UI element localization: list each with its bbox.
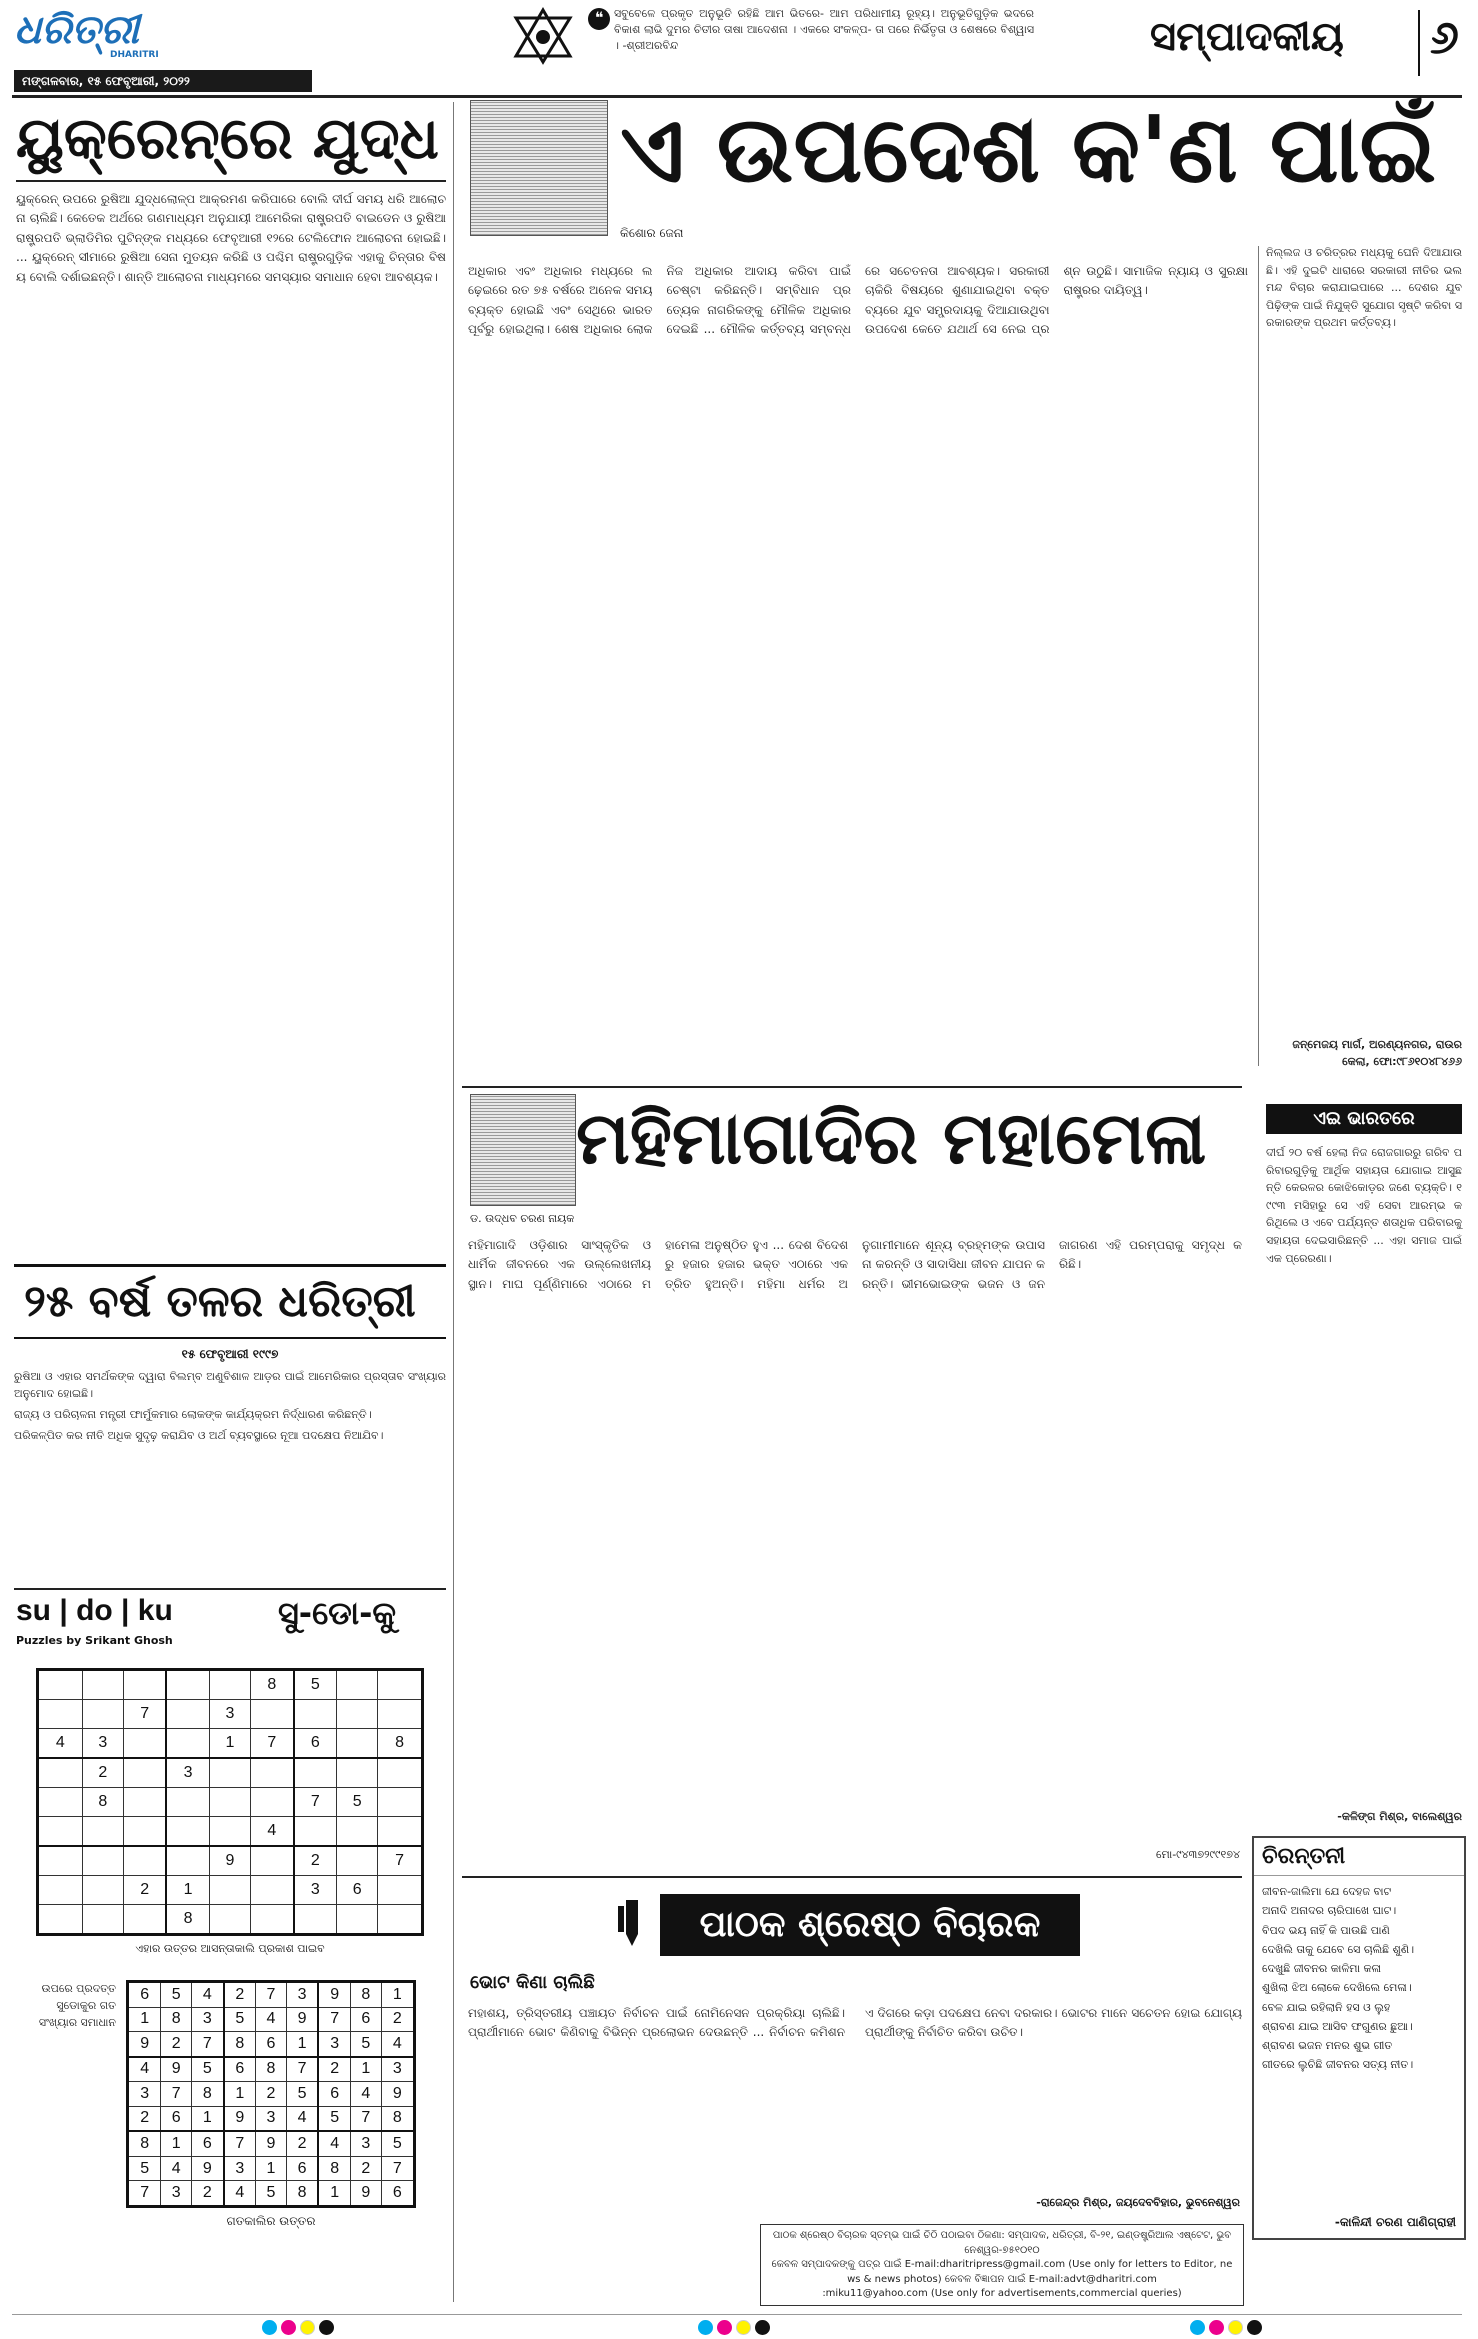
sudoku-cell: 1 <box>286 2032 318 2057</box>
sudoku-cell <box>337 1846 378 1876</box>
sudoku-cell <box>38 1875 83 1904</box>
sudoku-cell: 8 <box>224 2032 256 2057</box>
sudoku-cell <box>337 1904 378 1934</box>
sudoku-row <box>38 1788 423 1817</box>
archive-item: ରାଜ୍ୟ ଓ ପରିଚାଳନା ମନ୍ତ୍ରୀ ଫାର୍ମୁକମାର ଲୋକଙ୍କ କାର୍ଯ୍ୟକ୍ରମ ନିର୍ଦ୍ଧାରଣ କରିଛନ୍ତି। <box>14 1408 372 1422</box>
sudoku-cell <box>337 1670 378 1700</box>
sudoku-cell: 7 <box>318 2007 350 2031</box>
sudoku-cell <box>378 1758 423 1788</box>
sudoku-puzzle-grid <box>36 1668 424 1936</box>
poem-box <box>1252 1836 1466 2240</box>
editorial-title-rule <box>16 180 446 182</box>
sudoku-cell <box>251 1875 294 1904</box>
right-column-signature: ଜନ୍ମେଜୟ ମାର୍ଗ, ଅରଣ୍ୟନଗର, ରାଉରକେଲା, ଫୋ:୯୮୬୧୦୪୮୪୬୬ <box>1292 1038 1462 1069</box>
sudoku-cell: 7 <box>123 1700 166 1729</box>
sudoku-cell: 9 <box>224 2106 256 2131</box>
star-emblem-icon <box>508 6 578 66</box>
sudoku-cell <box>209 1904 250 1934</box>
sudoku-cell <box>337 1758 378 1788</box>
sudoku-row <box>128 2082 415 2106</box>
sudoku-cell: 2 <box>128 2106 161 2131</box>
black-dot-icon <box>319 2320 334 2335</box>
poem-title: ଚିରନ୍ତନୀ <box>1254 1838 1464 1876</box>
sudoku-cell: 8 <box>256 2057 287 2082</box>
sudoku-cell: 9 <box>192 2156 224 2180</box>
second-author-photo <box>470 1094 576 1206</box>
sudoku-cell: 8 <box>381 2106 414 2131</box>
sudoku-title-odia: ସୁ-ଡୋ-କୁ <box>277 1594 397 1632</box>
black-dot-icon <box>755 2320 770 2335</box>
sudoku-cell: 3 <box>82 1729 123 1759</box>
sudoku-cell <box>337 1729 378 1759</box>
logo <box>14 6 254 62</box>
sudoku-cell: 5 <box>224 2007 256 2031</box>
sudoku-cell: 1 <box>318 2181 350 2207</box>
sudoku-cell <box>38 1788 83 1817</box>
sudoku-row <box>38 1758 423 1788</box>
magenta-dot-icon <box>281 2320 296 2335</box>
sudoku-cell <box>82 1816 123 1846</box>
logo-text: ଧରିତ୍ରୀ <box>14 6 139 53</box>
sudoku-cell: 4 <box>256 2007 287 2031</box>
poem-line: ଶ୍ରାବଣ ଭଜନ ମନର ଶୁଭ ଗୀତ <box>1262 2039 1393 2052</box>
sudoku-logo: su | do | ku <box>16 1594 173 1627</box>
footer-line-2: କେବଳ ସମ୍ପାଦକଙ୍କୁ ପତ୍ର ପାଇଁ E-mail:dharitripress@gmail.com (Use only for letters to Editor, news & news photos) କେବଳ ବିଜ୍ଞାପନ ପାଇଁ E-mail:advt@dharitri.com <box>771 2259 1233 2285</box>
sudoku-cell: 9 <box>350 2181 381 2207</box>
second-article-top-rule <box>462 1086 1242 1088</box>
sudoku-cell: 3 <box>318 2032 350 2057</box>
sudoku-cell: 2 <box>350 2156 381 2180</box>
masthead <box>0 0 1476 100</box>
sudoku-cell: 5 <box>381 2131 414 2156</box>
sudoku-cell: 7 <box>286 2057 318 2082</box>
sudoku-cell: 8 <box>350 1982 381 2008</box>
sudoku-cell: 5 <box>192 2057 224 2082</box>
poem-line: ଦେଖିଲି ତାକୁ ଯେବେ ସେ ଚାଲିଛି ଶୁଣି। <box>1262 1942 1415 1956</box>
sudoku-cell: 3 <box>224 2156 256 2180</box>
cyan-dot-icon <box>262 2320 277 2335</box>
sudoku-cell: 6 <box>256 2032 287 2057</box>
sudoku-cell: 3 <box>256 2106 287 2131</box>
sudoku-cell <box>82 1700 123 1729</box>
magenta-dot-icon <box>1209 2320 1224 2335</box>
sudoku-cell: 9 <box>161 2057 192 2082</box>
archive-item: ରୁଷିଆ ଓ ଏହାର ସମର୍ଥକଙ୍କ ଦ୍ୱାରା ବିଲମ୍ବ ଅଣୁବିଶାଳ ଆଡ଼ର ପାଇଁ ଆମେରିକାର ପ୍ରସ୍ତାବ ସଂଖ୍ୟାର ଅନୁମୋଦ ହୋଇଛି। <box>14 1370 450 1401</box>
sudoku-cell: 1 <box>350 2057 381 2082</box>
sudoku-cell: 5 <box>350 2032 381 2057</box>
sudoku-cell <box>378 1700 423 1729</box>
sudoku-cell <box>209 1670 250 1700</box>
masthead-quote: ସବୁବେଳେ ପ୍ରକୃତ ଅନୁଭୂତି ରହିଛି ଆମ ଭିତରେ- ଆମ ପରିଧାମୀୟ ରୂହ୍ୟ। ଅନୁଭୂତିଗୁଡ଼ିକ ଭଦରେ ବିକାଶ ଲାଭି ଦୁମର ଚିତୀର ତାଷା ଆଦେଶନା । ଏକରେ ସଂକଳ୍ପ- ତା ପରେ ନିର୍ଭିତୃତା ଓ ଶେଷରେ ବିଶ୍ୱାସ। -ଶ୍ରୀଅରବିନ୍ଦ <box>614 7 1038 52</box>
sudoku-cell: 4 <box>128 2057 161 2082</box>
cmyk-marks-center <box>698 2320 798 2336</box>
sudoku-row <box>128 1982 415 2008</box>
sudoku-cell: 7 <box>224 2131 256 2156</box>
sudoku-cell: 4 <box>38 1729 83 1759</box>
footer-line-3: :miku11@yahoo.com (Use only for advertisements,commercial queries) <box>822 2288 1182 2299</box>
sudoku-row <box>38 1816 423 1846</box>
sudoku-cell: 1 <box>166 1875 209 1904</box>
sudoku-cell: 3 <box>166 1758 209 1788</box>
sudoku-cell: 6 <box>318 2082 350 2106</box>
second-title: ମହିମାଗାଦିର ମହାମେଳା <box>576 1096 1207 1180</box>
lead-body: ଅଧିକାର ଏବଂ ଅଧିକାର ମଧ୍ୟରେ ଲଢ଼େଇରେ ରତ ୭୫ ବର୍ଷରେ ଅନେକ ସମୟ ବ୍ୟକ୍ତ ହୋଇଛି ଏବଂ ସେଥିରେ ଭାରତ ପୂର୍ବରୁ ହୋଇଥିଲା। ଶେଷ ଅଧିକାର ଲୋକ ନିଜ ଅଧିକାର ଆଦାୟ କରିବା ପାଇଁ ଚେଷ୍ଟା କରିଛନ୍ତି। ସମ୍ବିଧାନ ପ୍ରତ୍ୟେକ ନାଗରିକଙ୍କୁ ମୌଳିକ ଅଧିକାର ଦେଇଛି ... ମୌଳିକ କର୍ତ୍ତବ୍ୟ ସମ୍ବନ୍ଧରେ ସଚେତନତା ଆବଶ୍ୟକ। ସରକାରୀ ଚାକିରି ବିଷୟରେ ଶୁଣାଯାଇଥିବା ବକ୍ତବ୍ୟରେ ଯୁବ ସମ୍ପ୍ରଦାୟକୁ ଦିଆଯାଉଥିବା ଉପଦେଶ କେତେ ଯଥାର୍ଥ ସେ ନେଇ ପ୍ରଶ୍ନ ଉଠୁଛି। ସାମାଜିକ ନ୍ୟାୟ ଓ ସୁରକ୍ଷା ରାଷ୍ଟ୍ରର ଦାୟିତ୍ୱ। <box>468 264 1252 337</box>
sudoku-cell <box>82 1670 123 1700</box>
sudoku-row <box>128 2007 415 2031</box>
sudoku-cell: 7 <box>161 2082 192 2106</box>
sudoku-cell: 2 <box>82 1758 123 1788</box>
section-title: ସମ୍ପାଦକୀୟ <box>1150 14 1344 60</box>
sudoku-cell: 2 <box>161 2032 192 2057</box>
lead-column-divider <box>1258 246 1259 1066</box>
sudoku-cell: 1 <box>161 2131 192 2156</box>
sudoku-cell <box>123 1758 166 1788</box>
sudoku-cell: 9 <box>286 2007 318 2031</box>
archive-title: ୨୫ ବର୍ଷ ତଳର ଧରିତ୍ରୀ <box>14 1264 446 1339</box>
sudoku-cell: 9 <box>128 2032 161 2057</box>
sudoku-cell: 7 <box>294 1788 337 1817</box>
sudoku-cell <box>38 1670 83 1700</box>
sudoku-cell: 5 <box>318 2106 350 2131</box>
sudoku-cell: 7 <box>256 1982 287 2008</box>
sudoku-cell: 6 <box>350 2007 381 2031</box>
sudoku-cell <box>38 1904 83 1934</box>
sudoku-solution-caption: ଗତକାଲିର ଉତ୍ତର <box>226 2214 316 2228</box>
sudoku-cell <box>166 1816 209 1846</box>
sudoku-row <box>38 1700 423 1729</box>
sudoku-cell <box>123 1904 166 1934</box>
reader-letter-signature: -କଳିଙ୍ଗ ମିଶ୍ର, ବାଲେଶ୍ୱର <box>1337 1810 1462 1823</box>
sudoku-cell: 7 <box>192 2032 224 2057</box>
reader-letter-body: ଦୀର୍ଘ ୨୦ ବର୍ଷ ହେଲା ନିଜ ରୋଜଗାରରୁ ଗରିବ ପରିବାରଗୁଡ଼ିକୁ ଆର୍ଥିକ ସହାୟତା ଯୋଗାଇ ଆସୁଛନ୍ତି କେରଳର କୋଝିକୋଡ଼ର ଜଣେ ବ୍ୟକ୍ତି। ୧୯୯୩ ମସିହାରୁ ସେ ଏହି ସେବା ଆରମ୍ଭ କରିଥିଲେ ଓ ଏବେ ପର୍ଯ୍ୟନ୍ତ ଶତାଧିକ ପରିବାରକୁ ସହାୟତା ଦେଇସାରିଛନ୍ତି ... ଏହା ସମାଜ ପାଇଁ ଏକ ପ୍ରେରଣା। <box>1266 1146 1466 1265</box>
sudoku-cell <box>166 1846 209 1876</box>
sudoku-cell: 9 <box>256 2131 287 2156</box>
sudoku-cell: 3 <box>128 2082 161 2106</box>
left-column-divider <box>453 102 454 2302</box>
poem-lines <box>1254 1876 1464 2081</box>
sudoku-cell: 7 <box>251 1729 294 1759</box>
sudoku-cell <box>294 1816 337 1846</box>
sudoku-cell: 1 <box>224 2082 256 2106</box>
sudoku-cell: 1 <box>209 1729 250 1759</box>
sudoku-cell <box>378 1904 423 1934</box>
sudoku-cell: 5 <box>286 2082 318 2106</box>
sudoku-cell: 8 <box>286 2181 318 2207</box>
sudoku-cell: 4 <box>286 2106 318 2131</box>
sudoku-cell: 5 <box>337 1788 378 1817</box>
sudoku-row <box>38 1875 423 1904</box>
sudoku-cell: 8 <box>378 1729 423 1759</box>
sudoku-cell: 2 <box>224 1982 256 2008</box>
sudoku-cell: 2 <box>318 2057 350 2082</box>
sudoku-cell: 7 <box>128 2181 161 2207</box>
sudoku-cell: 8 <box>318 2156 350 2180</box>
sudoku-cell: 5 <box>128 2156 161 2180</box>
footer-box <box>760 2224 1244 2306</box>
sudoku-cell: 5 <box>294 1670 337 1700</box>
sudoku-cell <box>209 1875 250 1904</box>
sudoku-cell: 8 <box>251 1670 294 1700</box>
pen-icon <box>612 1896 652 1950</box>
sudoku-cell: 6 <box>337 1875 378 1904</box>
sudoku-cell: 7 <box>378 1846 423 1876</box>
sudoku-cell <box>38 1816 83 1846</box>
sudoku-cell: 3 <box>161 2181 192 2207</box>
author-photo <box>470 100 608 236</box>
sudoku-cell <box>251 1788 294 1817</box>
sudoku-row <box>38 1846 423 1876</box>
sudoku-cell: 3 <box>294 1875 337 1904</box>
sudoku-cell: 6 <box>161 2106 192 2131</box>
poem-line: ଶ୍ରାବଣ ଯାଇ ଆସିବ ଫଗୁଣର ଛୁଆ। <box>1262 2019 1413 2033</box>
best-reader-letter-title: ଭୋଟ କିଣା ଚାଲିଛି <box>470 1972 595 1993</box>
sudoku-cell: 6 <box>294 1729 337 1759</box>
sudoku-cell: 9 <box>209 1846 250 1876</box>
sudoku-cell: 1 <box>381 1982 414 2008</box>
lead-author: କିଶୋର ଜେନା <box>620 226 684 240</box>
sudoku-cell <box>294 1904 337 1934</box>
sudoku-cell: 6 <box>224 2057 256 2082</box>
best-reader-top-rule <box>462 1876 1242 1878</box>
second-author: ଡ. ଉଦ୍ଧବ ଚରଣ ନାୟକ <box>470 1212 575 1225</box>
date-line: ମଙ୍ଗଳବାର, ୧୫ ଫେବୃଆରୀ, ୨୦୨୨ <box>14 70 312 92</box>
yellow-dot-icon <box>1228 2320 1243 2335</box>
sudoku-cell: 7 <box>350 2106 381 2131</box>
footer-line-1: ପାଠକ ଶ୍ରେଷ୍ଠ ବିଚାରକ ସ୍ତମ୍ଭ ପାଇଁ ଚିଠି ପଠାଇବା ଠିକଣା: ସମ୍ପାଦକ, ଧରିତ୍ରୀ, ବି-୨୧, ଇଣ୍ଡଷ୍ଟ୍ରିଆଲ ଏଷ୍ଟେଟ, ଭୁବନେଶ୍ୱର-୭୫୧୦୧୦ <box>772 2230 1232 2256</box>
sudoku-cell <box>209 1816 250 1846</box>
sudoku-cell <box>123 1670 166 1700</box>
quote-icon: ❝ <box>588 8 610 30</box>
poem-line: ବେଳ ଯାଇ ରହିଲାନି ହସ ଓ ଲୁହ <box>1262 2000 1391 2014</box>
bottom-rule <box>12 2314 1462 2315</box>
best-reader-letter-body: ମହାଶୟ, ତ୍ରିସ୍ତରୀୟ ପଞ୍ଚାୟତ ନିର୍ବାଚନ ପାଇଁ ନୋମିନେସନ ପ୍ରକ୍ରିୟା ଚାଲିଛି। ପ୍ରାର୍ଥୀମାନେ ଭୋଟ କିଣିବାକୁ ବିଭିନ୍ନ ପ୍ରଲୋଭନ ଦେଉଛନ୍ତି ... ନିର୍ବାଚନ କମିଶନ ଏ ଦିଗରେ କଡ଼ା ପଦକ୍ଷେପ ନେବା ଦରକାର। ଭୋଟର ମାନେ ସଚେତନ ହୋଇ ଯୋଗ୍ୟ ପ୍ରାର୍ଥୀଙ୍କୁ ନିର୍ବାଚିତ କରିବା ଉଚିତ। <box>468 2006 1246 2040</box>
sudoku-cell: 4 <box>381 2032 414 2057</box>
sudoku-cell <box>123 1816 166 1846</box>
second-signature: ମୋ-୯୪୩୭୨୯୯୧୭୪ <box>1155 1848 1240 1861</box>
sudoku-row <box>38 1904 423 1934</box>
sudoku-row <box>38 1670 423 1700</box>
sudoku-cell <box>251 1904 294 1934</box>
sudoku-row <box>128 2032 415 2057</box>
sudoku-cell: 5 <box>256 2181 287 2207</box>
sudoku-cell <box>166 1788 209 1817</box>
sudoku-cell <box>251 1758 294 1788</box>
sudoku-cell: 6 <box>192 2131 224 2156</box>
sudoku-cell <box>337 1700 378 1729</box>
sudoku-cell: 2 <box>256 2082 287 2106</box>
sudoku-cell: 1 <box>256 2156 287 2180</box>
sudoku-cell <box>251 1846 294 1876</box>
cyan-dot-icon <box>1190 2320 1205 2335</box>
sudoku-cell <box>166 1729 209 1759</box>
sudoku-cell <box>123 1729 166 1759</box>
cyan-dot-icon <box>698 2320 713 2335</box>
sudoku-row <box>38 1729 423 1759</box>
sudoku-cell: 1 <box>192 2106 224 2131</box>
sudoku-cell: 4 <box>224 2181 256 2207</box>
sudoku-cell: 3 <box>192 2007 224 2031</box>
sudoku-cell: 2 <box>123 1875 166 1904</box>
archive-box <box>14 1264 450 1534</box>
sudoku-row <box>128 2181 415 2207</box>
sudoku-cell: 8 <box>128 2131 161 2156</box>
sudoku-cell <box>209 1758 250 1788</box>
sudoku-top-rule <box>14 1588 446 1590</box>
sudoku-cell <box>123 1846 166 1876</box>
right-column-body: ନିଲ୍ଲଜ ଓ ଚରିତ୍ରର ମଧ୍ୟକୁ ଘେନି ଦିଆଯାଉଛି। ଏହି ଦୁଇଟି ଧାରାରେ ସରକାରୀ ନୀତିର ଭଲ ମନ୍ଦ ବିଚାର କରାଯାଇପାରେ ... ଦେଶର ଯୁବପିଢ଼ିଙ୍କ ପାଇଁ ନିଯୁକ୍ତି ସୁଯୋଗ ସୃଷ୍ଟି କରିବା ସରକାରଙ୍କ ପ୍ରଥମ କର୍ତ୍ତବ୍ୟ। <box>1266 246 1466 330</box>
sudoku-cell: 9 <box>381 2082 414 2106</box>
sudoku-row <box>128 2106 415 2131</box>
best-reader-title: ପାଠକ ଶ୍ରେଷ୍ଠ ବିଚାରକ <box>660 1894 1080 1956</box>
sudoku-cell <box>209 1788 250 1817</box>
black-dot-icon <box>1247 2320 1262 2335</box>
yellow-dot-icon <box>300 2320 315 2335</box>
sudoku-cell: 7 <box>381 2156 414 2180</box>
sudoku-note: ଏହାର ଉତ୍ତର ଆସନ୍ତାକାଲି ପ୍ରକାଶ ପାଇବ <box>135 1942 325 1955</box>
sudoku-cell: 2 <box>192 2181 224 2207</box>
sudoku-cell: 8 <box>166 1904 209 1934</box>
sudoku-cell: 2 <box>294 1846 337 1876</box>
sudoku-cell: 8 <box>161 2007 192 2031</box>
sudoku-cell: 4 <box>192 1982 224 2008</box>
poem-line: ଜୀବନ-ଜାଲିମା ଯେ ଦେହଜ ବାଟ <box>1262 1885 1392 1898</box>
sudoku-cell <box>294 1758 337 1788</box>
sudoku-cell <box>294 1700 337 1729</box>
sudoku-solution-label: ଉପରେ ପ୍ରଦତ୍ତ ସୁଡୋକୁର ଗତ ସଂଖ୍ୟାର ସମାଧାନ <box>38 1982 120 2030</box>
best-reader-letter-signature: -ରାଜେନ୍ଦ୍ର ମିଶ୍ର, ଜୟଦେବବିହାର, ଭୁବନେଶ୍ୱର <box>1036 2196 1240 2209</box>
logo-sub: DHARITRI <box>110 50 159 60</box>
sudoku-cell: 1 <box>128 2007 161 2031</box>
sudoku-cell: 2 <box>381 2007 414 2031</box>
sudoku-cell: 4 <box>251 1816 294 1846</box>
sudoku-cell: 5 <box>161 1982 192 2008</box>
sudoku-cell: 3 <box>381 2057 414 2082</box>
sudoku-cell <box>38 1846 83 1876</box>
sudoku-cell <box>378 1875 423 1904</box>
sudoku-cell: 3 <box>209 1700 250 1729</box>
poem-line: ଦେଖୁଛି ଜୀବନର କାଳିମା କଳା <box>1262 1962 1381 1975</box>
sudoku-cell: 6 <box>128 1982 161 2008</box>
sudoku-row <box>128 2156 415 2180</box>
sudoku-cell <box>378 1816 423 1846</box>
sudoku-solution-grid <box>126 1980 416 2208</box>
reader-letter-title: ଏଇ ଭାରତରେ <box>1266 1104 1462 1134</box>
sudoku-cell: 8 <box>82 1788 123 1817</box>
sudoku-cell: 4 <box>350 2082 381 2106</box>
archive-date: ୧୫ ଫେବୃଆରୀ ୧୯୯୭ <box>181 1347 279 1361</box>
sudoku-cell: 3 <box>350 2131 381 2156</box>
sudoku-cell: 9 <box>318 1982 350 2008</box>
poem-line: ଅନାଦି ଅନାଦର ଚାରିପାଖେ ଘାଟ। <box>1262 1904 1397 1918</box>
sudoku-cell <box>251 1700 294 1729</box>
magenta-dot-icon <box>717 2320 732 2335</box>
sudoku-cell <box>82 1846 123 1876</box>
sudoku-credit: Puzzles by Srikant Ghosh <box>16 1634 173 1647</box>
sudoku-cell <box>378 1670 423 1700</box>
archive-item: ପରିକଳ୍ପିତ କର ନୀତି ଅଧିକ ସୁଦୃଢ଼ କରାଯିବ ଓ ଅର୍ଥ ବ୍ୟବସ୍ଥାରେ ନୂଆ ପଦକ୍ଷେପ ନିଆଯିବ। <box>14 1429 384 1443</box>
sudoku-cell: 4 <box>161 2156 192 2180</box>
sudoku-cell: 6 <box>381 2181 414 2207</box>
second-body: ମହିମାଗାଦି ଓଡ଼ିଶାର ସାଂସ୍କୃତିକ ଓ ଧାର୍ମିକ ଜୀବନରେ ଏକ ଉଲ୍ଲେଖନୀୟ ସ୍ଥାନ। ମାଘ ପୂର୍ଣ୍ଣିମାରେ ଏଠାରେ ମହାମେଳା ଅନୁଷ୍ଠିତ ହୁଏ ... ଦେଶ ବିଦେଶରୁ ହଜାର ହଜାର ଭକ୍ତ ଏଠାରେ ଏକତ୍ରିତ ହୁଅନ୍ତି। ମହିମା ଧର୍ମର ଅନୁଗାମୀମାନେ ଶୂନ୍ୟ ବ୍ରହ୍ମଙ୍କ ଉପାସନା କରନ୍ତି ଓ ସାଦାସିଧା ଜୀବନ ଯାପନ କରନ୍ତି। ଭୀମଭୋଇଙ୍କ ଭଜନ ଓ ଜନଜାଗରଣ ଏହି ପରମ୍ପରାକୁ ସମୃଦ୍ଧ କରିଛି। <box>468 1238 1242 1291</box>
poem-line: ବିପଦ ଭୟ ନାହିଁ କି ପାଉଛି ପାଣି <box>1262 1923 1390 1937</box>
sudoku-row <box>128 2057 415 2082</box>
lead-title: ଏ ଉପଦେଶ କ'ଣ ପାଇଁ <box>620 96 1437 203</box>
editorial-title: ୟୁକ୍ରେନ୍‌ରେ ଯୁଦ୍ଧ <box>16 104 439 172</box>
poem-author: -କାଳିନ୍ଦୀ ଚରଣ ପାଣିଗ୍ରାହୀ <box>1334 2215 1456 2229</box>
sudoku-cell <box>82 1904 123 1934</box>
sudoku-cell: 3 <box>286 1982 318 2008</box>
poem-line: ଗୀତରେ ଲୁଚିଛି ଜୀବନର ସତ୍ୟ ନୀତ। <box>1262 2058 1414 2072</box>
sudoku-cell <box>38 1758 83 1788</box>
cmyk-marks-left <box>262 2320 362 2336</box>
sudoku-cell <box>166 1670 209 1700</box>
editorial-body: ୟୁକ୍ରେନ୍ ଉପରେ ରୁଷିଆ ଯୁଦ୍ଧଲୋଳ୍ପ ଆକ୍ରମଣ କରିପାରେ ବୋଲି ଦୀର୍ଘ ସମୟ ଧରି ଆଲୋଚନା ଚାଲିଛି। କେତେକ ଅର୍ଥରେ ଗଣମାଧ୍ୟମ ଅନୁଯାୟୀ ଆମେରିକା ରାଷ୍ଟ୍ରପତି ବାଇଡେନ ଓ ରୁଷିଆ ରାଷ୍ଟ୍ରପତି ଭ୍ଲାଡିମିର ପୁଟିନ୍‌ଙ୍କ ମଧ୍ୟରେ ଫେବୃଆରୀ ୧୨ରେ ଟେଲିଫୋନ ଆଲୋଚନା ହୋଇଛି। ... ୟୁକ୍ରେନ୍ ସୀମାରେ ରୁଷିଆ ସେନା ମୁତୟନ କରିଛି ଓ ପଶ୍ଚିମ ରାଷ୍ଟ୍ରଗୁଡ଼ିକ ଏହାକୁ ଚିନ୍ତାର ବିଷୟ ବୋଲି ଦର୍ଶାଇଛନ୍ତି। ଶାନ୍ତି ଆଲୋଚନା ମାଧ୍ୟମରେ ସମସ୍ୟାର ସମାଧାନ ହେବା ଆବଶ୍ୟକ। <box>16 192 450 284</box>
cmyk-marks-right <box>1190 2320 1290 2336</box>
page-number: ୬ <box>1418 10 1478 76</box>
yellow-dot-icon <box>736 2320 751 2335</box>
sudoku-cell <box>38 1700 83 1729</box>
sudoku-cell: 4 <box>318 2131 350 2156</box>
poem-line: ଶୁଖିଲା ଝିଅ ଲୋକେ ଦେଖିଲେ ମେଳା। <box>1262 1981 1412 1995</box>
sudoku-cell <box>337 1816 378 1846</box>
sudoku-cell <box>123 1788 166 1817</box>
sudoku-cell: 8 <box>192 2082 224 2106</box>
sudoku-row <box>128 2131 415 2156</box>
sudoku-cell: 2 <box>286 2131 318 2156</box>
sudoku-cell: 6 <box>286 2156 318 2180</box>
sudoku-cell <box>82 1875 123 1904</box>
sudoku-cell <box>378 1788 423 1817</box>
sudoku-cell <box>166 1700 209 1729</box>
